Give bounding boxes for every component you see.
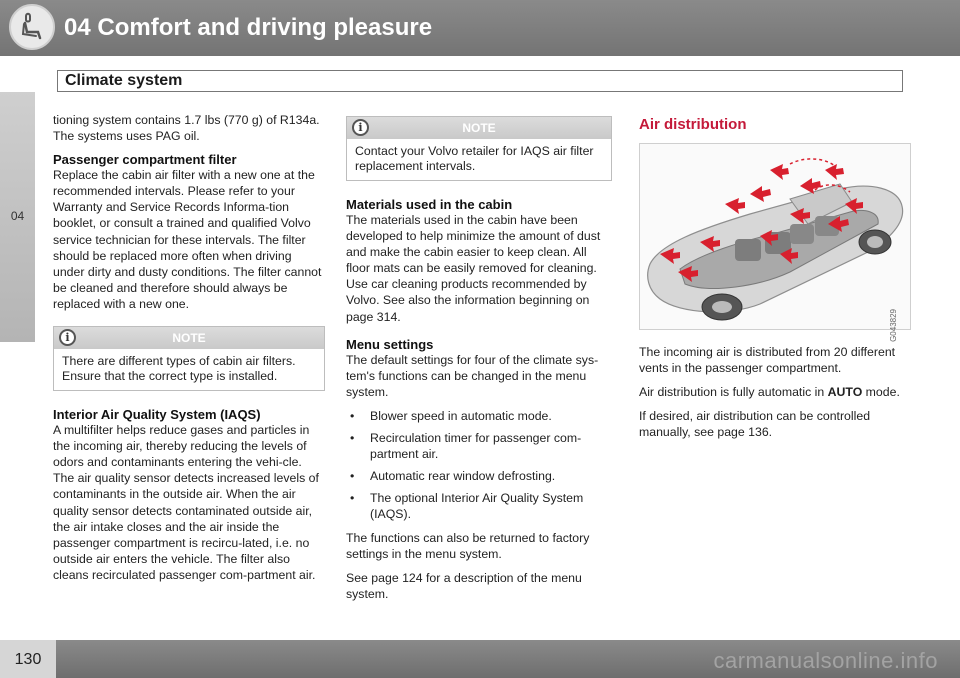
vents-paragraph: The incoming air is distributed from 20 different vents in the passenger compartment. [639, 345, 896, 376]
iaqs-paragraph: A multifilter helps reduce gases and particles in the incoming air, thereby reducing the levels of odors and contaminants entering the vehi-cle. The air quality sensor detects increased levels of contaminants in the outside air. When the air quality sensor detects contaminated outside air, the air intake closes and the air inside the passenger compartment is recircu-lated, i.e. no outside air enters the vehicle. The filter also cleans recirculated passenger com-partment air. [53, 423, 319, 582]
list-item: • Recirculation timer for passenger com-partment air. [346, 430, 612, 462]
chapter-side-tab [0, 92, 35, 342]
column-2 [346, 116, 612, 610]
note-header [347, 117, 611, 139]
note-header [54, 327, 324, 349]
section-title: Climate system [65, 72, 183, 89]
figure-code: G043829 [889, 309, 898, 342]
air-distribution-heading: Air distribution [639, 116, 747, 133]
list-item: • The optional Interior Air Quality System (IAQS). [346, 490, 612, 522]
menu-heading: Menu settings [346, 336, 434, 352]
filter-paragraph: Replace the cabin air filter with a new one at the recommended intervals. Please refer to your Warranty and Service Records Informa-tion booklet, or consult a trained and qualified Volvo service technician for these intervals. The filter should be replaced more often when driving under dirty and dusty conditions. The filter cannot be cleaned and therefore should always be replaced with a new one. [53, 168, 322, 311]
note-title: NOTE [462, 121, 496, 135]
intro-paragraph: tioning system contains 1.7 lbs (770 g) of R134a. The systems uses PAG oil. [53, 113, 320, 144]
section-bar [57, 70, 903, 92]
page-number: 130 [14, 651, 42, 668]
note-title: NOTE [172, 331, 206, 346]
info-icon: i [59, 329, 76, 346]
page-footer [0, 640, 960, 678]
materials-heading: Materials used in the cabin [346, 197, 513, 212]
chapter-title: 04 Comfort and driving pleasure [64, 14, 433, 41]
auto-mode-paragraph [639, 384, 909, 400]
list-item: • Blower speed in automatic mode. [346, 408, 612, 424]
column-3 [639, 112, 909, 448]
column-1 [53, 112, 325, 591]
factory-paragraph: The functions can also be returned to factory settings in the menu system. [346, 530, 590, 562]
air-distribution-figure [639, 143, 911, 342]
manual-paragraph: If desired, air distribution can be controlled manually, see page 136. [639, 409, 871, 440]
auto-text-prefix: Air distribution is fully automatic in [639, 385, 828, 400]
info-icon: i [352, 119, 369, 136]
seat-icon [9, 4, 55, 50]
list-item: • Automatic rear window defrosting. [346, 468, 612, 484]
page-number-box [0, 640, 56, 678]
materials-paragraph: The materials used in the cabin have been developed to help minimize the amount of dust and make the cabin easier to keep clean. All floor mats can be easily removed for cleaning. Use car cleaning products recommended by Volvo. See also the information beginning on page 314. [346, 213, 601, 324]
side-tab-label: 04 [10, 209, 25, 223]
auto-text-suffix: mode. [862, 385, 900, 400]
see-page-paragraph: See page 124 for a description of the menu system. [346, 571, 582, 602]
iaqs-heading: Interior Air Quality System (IAQS) [53, 407, 261, 423]
menu-settings-list [346, 408, 612, 522]
note-box-filters [53, 326, 325, 391]
menu-paragraph: The default settings for four of the climate sys-tem's functions can be changed in the menu system. [346, 352, 599, 399]
filter-heading: Passenger compartment filter [53, 152, 237, 168]
note-text: There are different types of cabin air filters. Ensure that the correct type is installed. [62, 354, 296, 384]
watermark: carmanualsonline.info [713, 648, 938, 673]
chapter-header [0, 0, 960, 56]
auto-label: AUTO [827, 385, 863, 400]
note-box-iaqs [346, 116, 612, 181]
convertible-car-illustration [640, 144, 910, 329]
note-text: Contact your Volvo retailer for IAQS air filter replacement intervals. [355, 144, 594, 173]
